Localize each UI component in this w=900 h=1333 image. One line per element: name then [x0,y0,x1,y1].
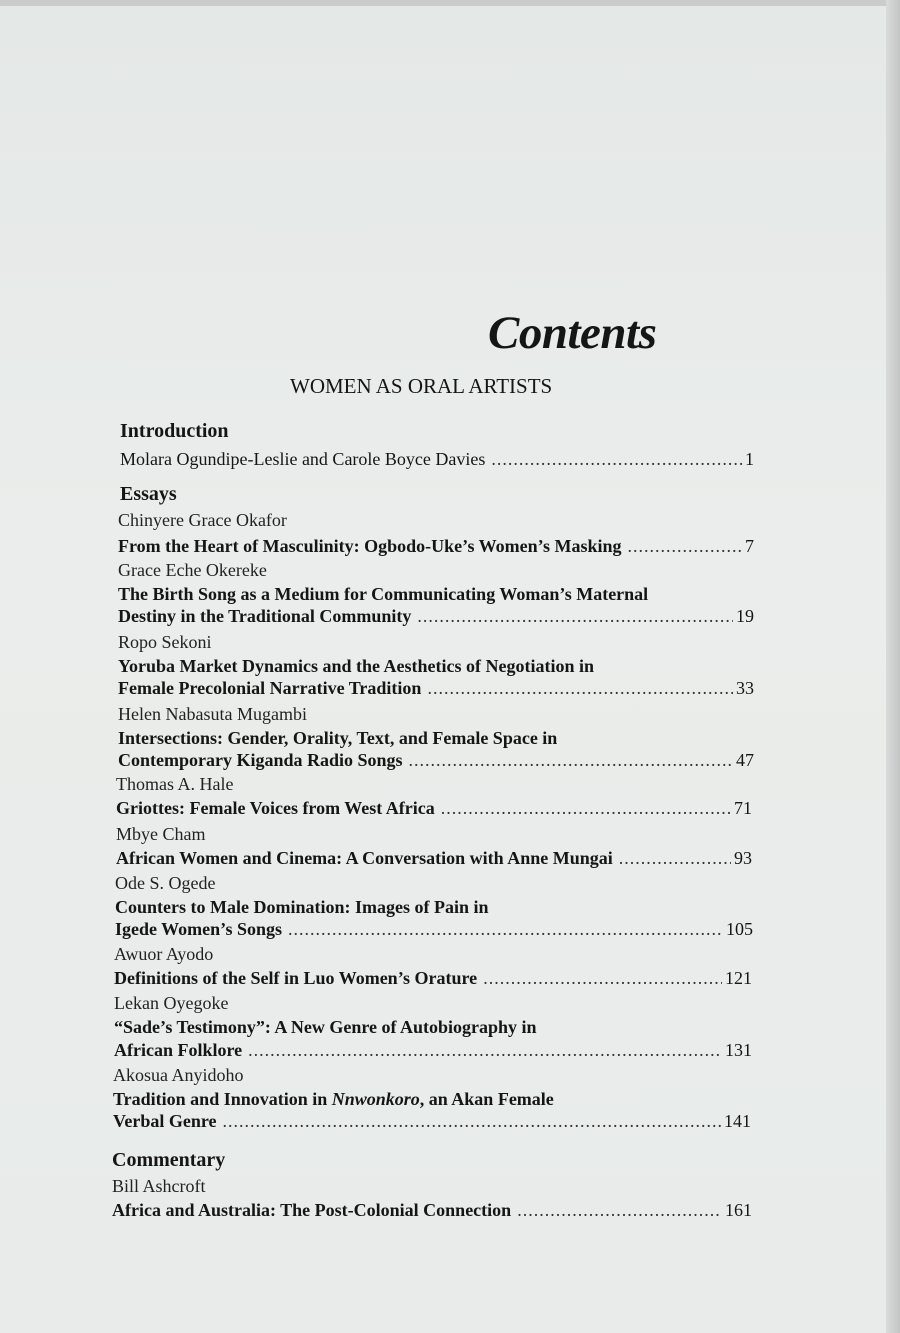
page-number: 71 [734,798,752,818]
essay-entry[interactable] [116,798,752,819]
essay-title: Destiny in the Traditional Community [118,606,412,626]
page-number: 121 [725,968,752,988]
essays-heading: Essays [120,483,177,505]
dot-leader [627,536,742,557]
essay-title-line: Intersections: Gender, Orality, Text, and Female Space in [118,728,558,748]
essay-title: African Women and Cinema: A Conversation with Anne Mungai [116,848,613,868]
dot-leader [483,968,722,989]
essay-title-line: Yoruba Market Dynamics and the Aesthetics of Negotiation in [118,656,594,676]
commentary-heading: Commentary [112,1149,226,1171]
essay-title: Contemporary Kiganda Radio Songs [118,750,403,770]
essay-author: Chinyere Grace Okafor [118,510,287,530]
page-top-edge [0,0,900,6]
page-number: 93 [734,848,752,868]
essay-author: Grace Eche Okereke [118,560,267,580]
essay-title: Griottes: Female Voices from West Africa [116,798,435,818]
essay-entry[interactable] [118,678,754,699]
page-title: Contents [488,307,657,359]
essay-title-line: “Sade’s Testimony”: A New Genre of Autobiography in [114,1017,537,1037]
essay-title-line [113,1089,554,1110]
introduction-heading: Introduction [120,420,229,442]
dot-leader [288,919,723,940]
essay-entry[interactable] [114,1040,752,1061]
page-number: 105 [726,919,753,939]
essay-author: Ode S. Ogede [115,873,216,893]
dot-leader [409,750,733,771]
page-number: 141 [724,1111,751,1131]
page-number: 131 [725,1040,752,1060]
essay-author: Mbye Cham [116,824,206,844]
essay-entry[interactable] [118,536,754,557]
essay-title: Female Precolonial Narrative Tradition [118,678,422,698]
essay-title-line: Counters to Male Domination: Images of Pain in [115,897,489,917]
essay-entry[interactable] [114,968,752,989]
commentary-title: Africa and Australia: The Post-Colonial Connection [112,1200,512,1220]
introduction-entry[interactable] [120,449,754,470]
essay-author: Akosua Anyidoho [113,1065,244,1085]
essay-author: Thomas A. Hale [116,774,234,794]
page-number: 19 [736,606,754,626]
dot-leader [517,1200,722,1221]
essay-author: Awuor Ayodo [114,944,214,964]
essay-title-text: Tradition and Innovation in Nnwonkoro, an Akan Female [113,1089,554,1109]
commentary-author: Bill Ashcroft [112,1176,206,1196]
page-number: 1 [745,449,754,469]
essay-author: Ropo Sekoni [118,632,212,652]
page-number: 33 [736,678,754,698]
dot-leader [441,798,731,819]
commentary-entry[interactable] [112,1200,752,1221]
essay-title: Igede Women’s Songs [115,919,283,939]
essay-title-line: The Birth Song as a Medium for Communicating Woman’s Maternal [118,584,649,604]
section-title: WOMEN AS ORAL ARTISTS [290,374,553,398]
dot-leader [619,848,731,869]
dot-leader [417,606,733,627]
essay-entry[interactable] [118,606,754,627]
essay-title: From the Heart of Masculinity: Ogbodo-Uke’s Women’s Masking [118,536,622,556]
essay-title: Verbal Genre [113,1111,217,1131]
essay-entry[interactable] [115,919,753,940]
page-number: 7 [745,536,754,556]
essay-entry[interactable] [118,750,754,771]
page-number: 161 [725,1200,752,1220]
essay-entry[interactable] [116,848,752,869]
essay-author: Lekan Oyegoke [114,993,229,1013]
page-number: 47 [736,750,754,770]
dot-leader [248,1040,722,1061]
essay-author: Helen Nabasuta Mugambi [118,704,307,724]
dot-leader [223,1111,722,1132]
introduction-authors: Molara Ogundipe-Leslie and Carole Boyce Davies [120,449,486,469]
dot-leader [427,678,733,699]
essay-entry[interactable] [113,1111,751,1132]
essay-title: African Folklore [114,1040,243,1060]
essay-title: Definitions of the Self in Luo Women’s Orature [114,968,478,988]
dot-leader [491,449,742,470]
page-right-edge [886,0,900,1333]
